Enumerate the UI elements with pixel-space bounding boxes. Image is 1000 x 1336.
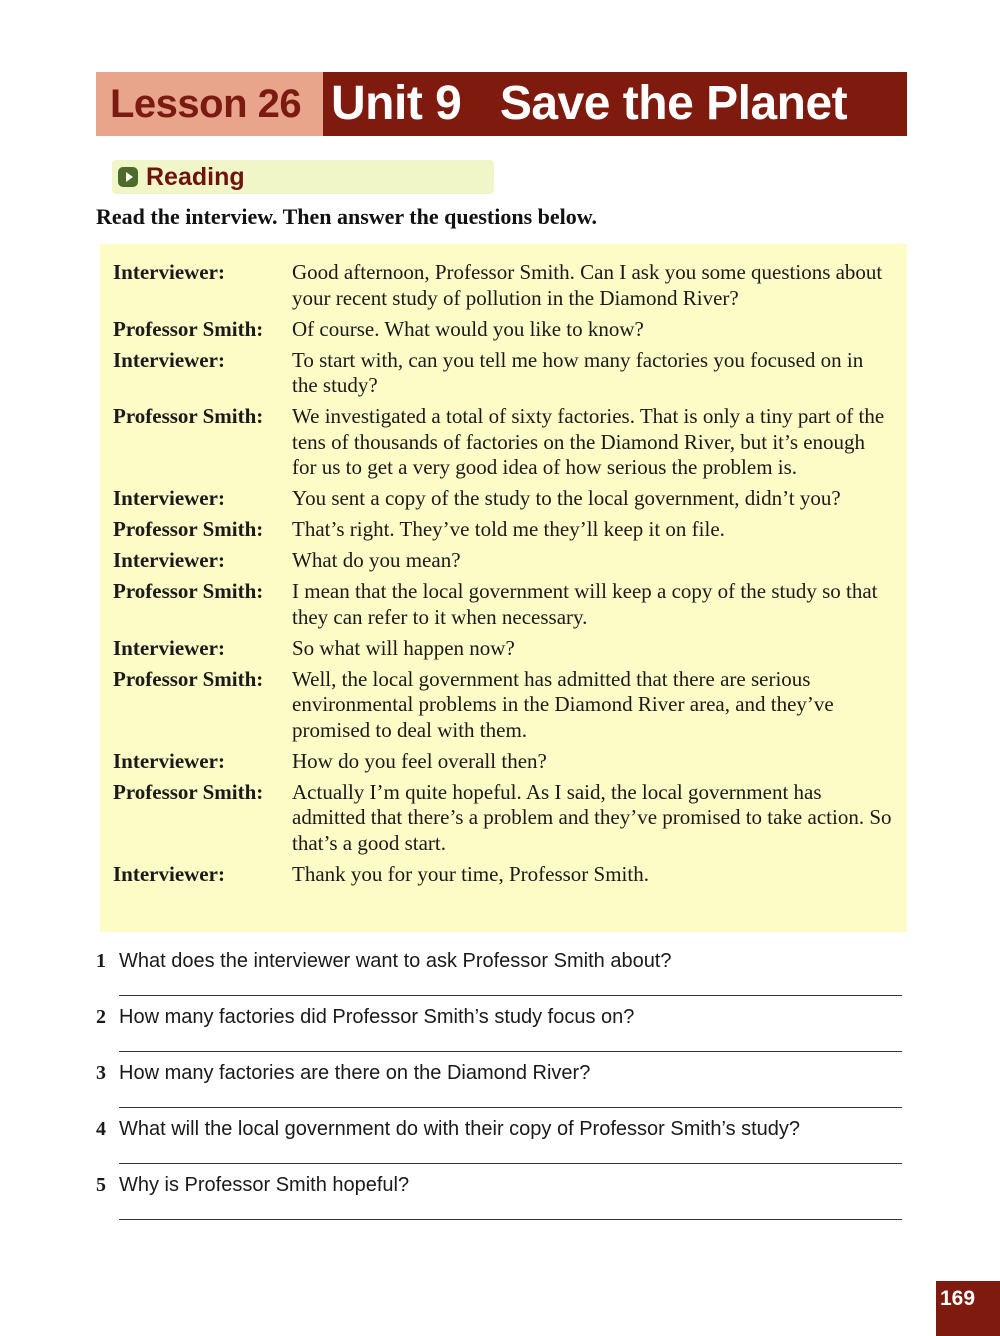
question-item [96,1062,902,1085]
speaker: Professor Smith: [113,579,264,603]
dialogue-text: We investigated a total of sixty factories. That is only a tiny part of the tens of thousands of factories on the Diamond River, but it’s enough for us to get a very good idea of how serious the problem is. [292,404,885,479]
question-number: 5 [96,1174,106,1196]
dialogue-turn [113,517,907,543]
answer-line[interactable] [119,995,902,996]
dialogue-turn [113,636,907,662]
question-item [96,1006,902,1029]
question-number: 4 [96,1118,106,1140]
dialogue-text: That’s right. They’ve told me they’ll keep it on file. [292,517,725,541]
dialogue-turn [113,348,907,399]
dialogue-turn [113,486,907,512]
lesson-title: Lesson 26 [96,72,323,136]
dialogue-text: Well, the local government has admitted that there are serious environmental problems in the Diamond River area, and they’ve promised to deal with them. [292,666,834,742]
dialogue-turn [113,780,907,857]
question-item [96,1174,902,1197]
question-text: How many factories are there on the Diamond River? [119,1062,591,1084]
speaker: Interviewer: [113,347,225,372]
speaker: Interviewer: [113,548,225,572]
speaker: Interviewer: [113,486,225,510]
speaker: Professor Smith: [113,517,264,541]
question-item [96,950,902,973]
question-number: 3 [96,1062,106,1084]
dialogue-text: Of course. What would you like to know? [292,316,644,341]
speaker: Interviewer: [113,861,225,886]
question-item [96,1118,902,1141]
question-text: What does the interviewer want to ask Professor Smith about? [119,950,672,972]
dialogue-text: Actually I’m quite hopeful. As I said, the local government has admitted that there’s a problem and they’ve promised to take action. So that’s a good start. [292,779,892,855]
speaker: Professor Smith: [113,316,264,341]
answer-line[interactable] [119,1219,902,1220]
instructions: Read the interview. Then answer the questions below. [96,204,597,229]
interview-box [100,244,907,932]
dialogue-text: I mean that the local government will keep a copy of the study so that they can refer to it when necessary. [292,579,878,629]
dialogue-text: How do you feel overall then? [292,748,547,773]
dialogue-text: Good afternoon, Professor Smith. Can I ask you some questions about your recent study of pollution in the Diamond River? [292,260,883,310]
dialogue-turn [113,260,907,311]
dialogue-turn [113,317,907,343]
speaker: Interviewer: [113,260,225,284]
dialogue-turn [113,548,907,574]
dialogue-text: Thank you for your time, Professor Smith. [292,861,649,886]
question-text: How many factories did Professor Smith’s study focus on? [119,1006,635,1028]
play-icon [118,167,138,187]
unit-title: Unit 9 Save the Planet [323,72,907,136]
speaker: Professor Smith: [113,404,264,428]
dialogue-text: You sent a copy of the study to the local government, didn’t you? [292,486,841,510]
section-heading [112,160,494,194]
speaker: Professor Smith: [113,666,264,691]
page-number: 169 [936,1281,1000,1336]
dialogue-turn [113,749,907,775]
speaker: Professor Smith: [113,779,264,804]
dialogue-text: To start with, can you tell me how many factories you focused on in the study? [292,347,864,397]
answer-line[interactable] [119,1107,902,1108]
speaker: Interviewer: [113,748,225,773]
question-number: 1 [96,950,106,972]
answer-line[interactable] [119,1051,902,1052]
dialogue-turn [113,404,907,481]
section-label: Reading [146,162,245,191]
dialogue-text: What do you mean? [292,548,461,572]
speaker: Interviewer: [113,635,225,660]
question-text: Why is Professor Smith hopeful? [119,1174,410,1196]
question-text: What will the local government do with their copy of Professor Smith’s study? [119,1118,801,1140]
lesson-banner [96,72,907,136]
dialogue-turn [113,862,907,888]
question-number: 2 [96,1006,106,1028]
dialogue-turn [113,667,907,744]
dialogue-turn [113,579,907,630]
dialogue-text: So what will happen now? [292,635,515,660]
answer-line[interactable] [119,1163,902,1164]
